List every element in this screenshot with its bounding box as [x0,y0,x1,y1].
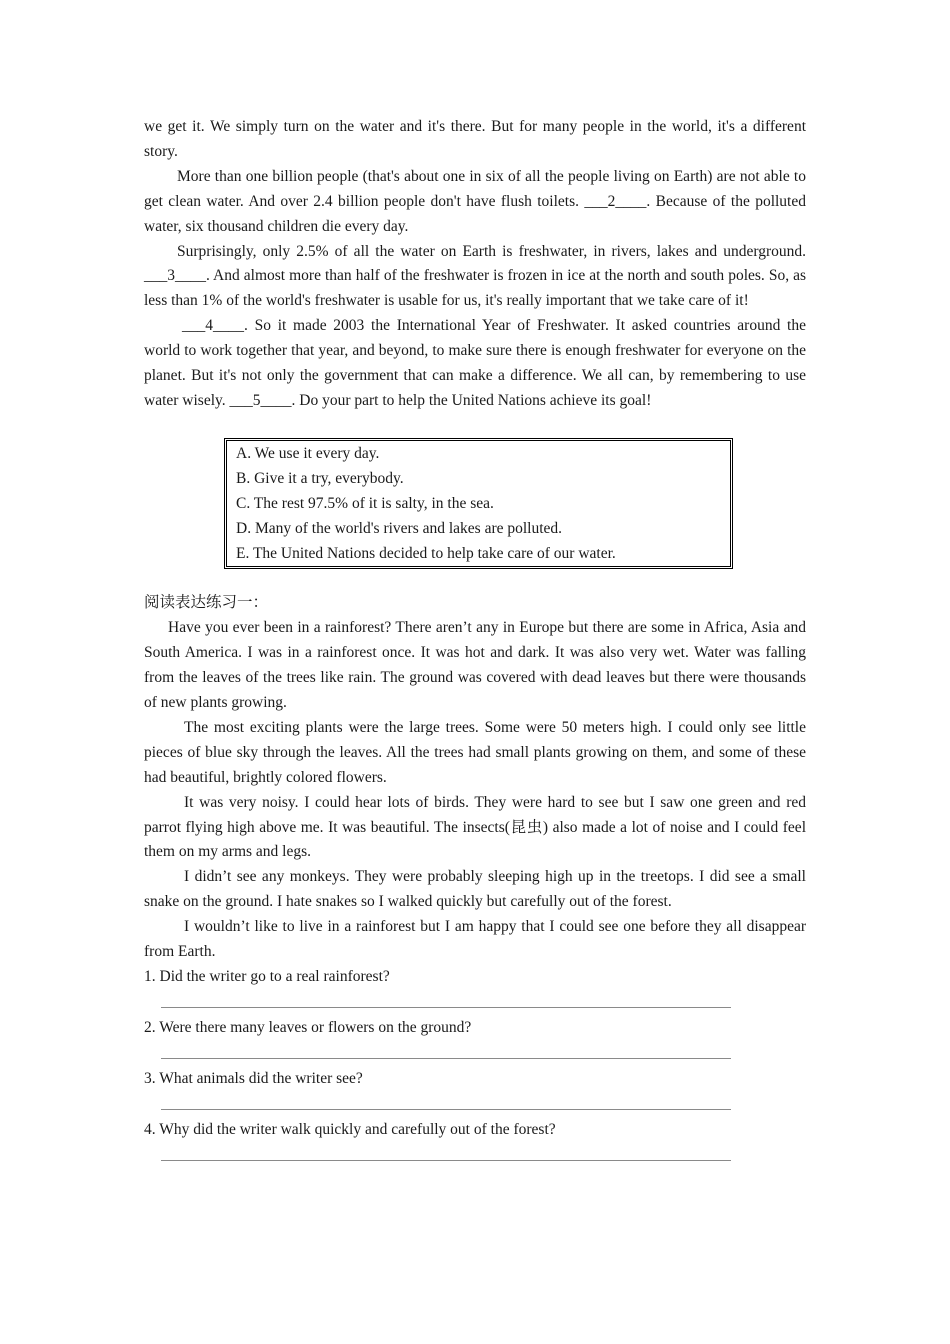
section2-paragraph-5: I wouldn’t like to live in a rainforest but I am happy that I could see one before they all disappear from Earth. [144,918,806,961]
passage1-paragraph-1: More than one billion people (that's about one in six of all the people living on Earth) are not able to get clean water. And over 2.4 billion people don't have flush toilets. ___2____. Because of the polluted water, six thousand children die every day. [144,167,806,235]
passage1-paragraph-3: ___4____. So it made 2003 the International Year of Freshwater. It asked countries around the world to work together that year, and beyond, to make sure there is enough freshwater for everyone on the planet. But it's not only the government that can make a difference. We all can, by remembering to use water wisely. ___5____. Do your part to help the United Nations achieve its goal! [144,317,806,409]
section2-paragraph-2: The most exciting plants were the large trees. Some were 50 meters high. I could only see little pieces of blue sky through the leaves. All the trees had small plants growing on them, and some of these had beautiful, brightly colored flowers. [144,718,806,786]
options-box [226,440,731,568]
section2-paragraph-1: Have you ever been in a rainforest? There aren’t any in Europe but there are some in Africa, Asia and South America. I was in a rainforest once. It was hot and dark. It was also very wet. Water was falling from the leaves of the trees like rain. The ground was covered with dead leaves but there were thousands of new plants growing. [144,619,806,712]
option-c: C. The rest 97.5% of it is salty, in the sea. [236,494,494,512]
document-content [144,115,806,1169]
section-heading: 阅读表达练习一： [144,594,269,612]
answer-line-2[interactable] [161,1041,731,1059]
question-3: 3. What animals did the writer see? [144,1069,363,1087]
question-list [144,965,806,1161]
passage1-paragraph-0: we get it. We simply turn on the water and it's there. But for many people in the world, it's a different story. [144,118,806,160]
answer-line-3[interactable] [161,1092,731,1110]
option-a: A. We use it every day. [236,444,380,462]
option-e: E. The United Nations decided to help take care of our water. [236,544,616,562]
option-d: D. Many of the world's rivers and lakes are polluted. [236,519,563,537]
question-4: 4. Why did the writer walk quickly and carefully out of the forest? [144,1120,556,1138]
section2-paragraph-4: I didn’t see any monkeys. They were probably sleeping high up in the treetops. I did see a small snake on the ground. I hate snakes so I walked quickly but carefully out of the forest. [144,868,806,911]
question-1: 1. Did the writer go to a real rainforest? [144,968,390,985]
answer-line-1[interactable] [161,990,731,1008]
passage1-paragraph-2: Surprisingly, only 2.5% of all the water on Earth is freshwater, in rivers, lakes and underground. ___3____. And almost more than half of the freshwater is frozen in ice at the north and south poles. So, as less than 1% of the world's freshwater is usable for us, it's really important that we take care of it! [144,242,806,310]
option-b: B. Give it a try, everybody. [236,469,404,487]
answer-line-4[interactable] [161,1143,731,1161]
question-2: 2. Were there many leaves or flowers on the ground? [144,1018,472,1036]
section2-paragraph-3: It was very noisy. I could hear lots of birds. They were hard to see but I saw one green and red parrot flying high above me. It was beautiful. The insects(昆虫) also made a lot of noise and I could feel them on my arms and legs. [144,793,806,861]
